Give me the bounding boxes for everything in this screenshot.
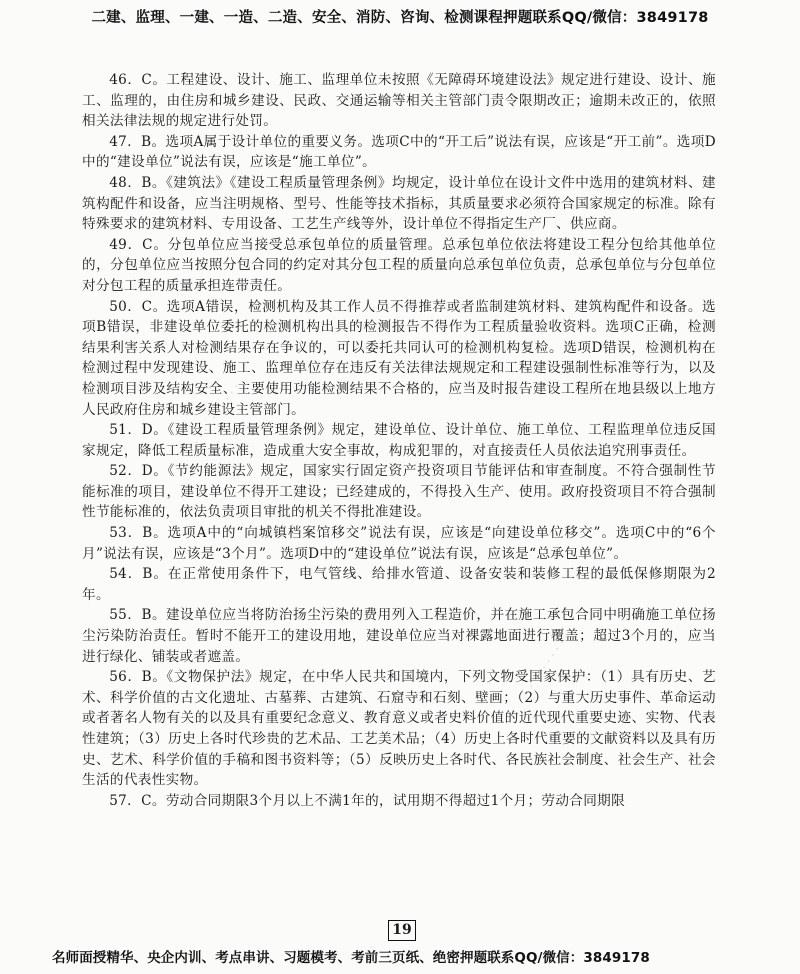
answer-53: 53．B。选项A中的“向城镇档案馆移交”说法有误，应该是“向建设单位移交”。选项C中的“6个月”说法有误，应该是“3个月”。选项D中的“建设单位”说法有误，应该是“总承包单位”。 bbox=[82, 525, 716, 562]
watermark-stamp: · · · · · · · · · · bbox=[520, 630, 574, 699]
answer-56: 56．B。《文物保护法》规定，在中华人民共和国境内，下列文物受国家保护：（1）具有历史、艺术、科学价值的古文化遗址、古墓葬、古建筑、石窟寺和石刻、壁画；（2）与重大历史事件、革命运动或者著名人物有关的以及具有重要纪念意义、教育意义或者史料价值的近代现代重要史迹、实物、代表性建筑；（3）历史上各时代珍贵的艺术品、工艺美术品；（4）历史上各时代重要的文献资料以及具有历史、艺术、科学价值的手稿和图书资料等；（5）反映历史上各时代、各民族社会制度、社会生产、社会生活的代表性实物。 bbox=[82, 669, 716, 789]
answer-46: 46．C。工程建设、设计、施工、监理单位未按照《无障碍环境建设法》规定进行建设、设计、施工、监理的，由住房和城乡建设、民政、交通运输等相关主管部门责令限期改正；逾期未改正的，依照相关法律法规的规定进行处罚。 bbox=[82, 72, 716, 130]
answer-50: 50．C。选项A错误，检测机构及其工作人员不得推荐或者监制建筑材料、建筑构配件和设备。选项B错误，非建设单位委托的检测机构出具的检测报告不得作为工程质量验收资料。选项C正确，检测结果利害关系人对检测结果存在争议的，可以委托共同认可的检测机构复检。选项D错误，检测机构在检测过程中发现建设、施工、监理单位存在违反有关法律法规规定和工程建设强制性标准等行为，以及检测项目涉及结构安全、主要使用功能检测结果不合格的，应当及时报告建设工程所在地县级以上地方人民政府住房和城乡建设主管部门。 bbox=[82, 298, 716, 418]
answer-explanations bbox=[82, 70, 716, 811]
watermark-stamp: · · · · · · · · · · bbox=[190, 380, 244, 449]
footer-banner: 名师面授精华、央企内训、考点串讲、习题模考、考前三页纸、绝密押题联系QQ/微信：3849178 bbox=[52, 950, 650, 966]
answer-55: 55．B。建设单位应当将防治扬尘污染的费用列入工程造价，并在施工承包合同中明确施工单位扬尘污染防治责任。暂时不能开工的建设用地，建设单位应当对裸露地面进行覆盖；超过3个月的，应当进行绿化、铺装或者遮盖。 bbox=[82, 607, 716, 665]
answer-48: 48．B。《建筑法》《建设工程质量管理条例》均规定，设计单位在设计文件中选用的建筑材料、建筑构配件和设备，应当注明规格、型号、性能等技术指标，其质量要求必须符合国家规定的标准。除有特殊要求的建筑材料、专用设备、工艺生产线等外，设计单位不得指定生产厂、供应商。 bbox=[82, 174, 716, 233]
page-number: 19 bbox=[388, 920, 416, 941]
answer-54: 54．B。在正常使用条件下，电气管线、给排水管道、设备安装和装修工程的最低保修期限为2年。 bbox=[82, 566, 716, 603]
answer-47: 47．B。选项A属于设计单位的重要义务。选项C中的“开工后”说法有误，应该是“开工前”。选项D中的“建设单位”说法有误，应该是“施工单位”。 bbox=[82, 133, 716, 171]
answer-49: 49．C。分包单位应当接受总承包单位的质量管理。总承包单位依法将建设工程分包给其他单位的，分包单位应当按照分包合同的约定对其分包工程的质量向总承包单位负责，总承包单位与分包单位对分包工程的质量承担连带责任。 bbox=[82, 236, 716, 294]
header-banner: 二建、监理、一建、一造、二造、安全、消防、咨询、检测课程押题联系QQ/微信：3849178 bbox=[91, 10, 709, 26]
answer-57: 57．C。劳动合同期限3个月以上不满1年的，试用期不得超过1个月；劳动合同期限 bbox=[109, 792, 626, 809]
answer-51: 51．D。《建设工程质量管理条例》规定，建设单位、设计单位、施工单位、工程监理单位违反国家规定，降低工程质量标准，造成重大安全事故，构成犯罪的，对直接责任人员依法追究刑事责任。 bbox=[82, 422, 716, 459]
answer-52: 52．D。《节约能源法》规定，国家实行固定资产投资项目节能评估和审查制度。不符合强制性节能标准的项目，建设单位不得开工建设；已经建成的，不得投入生产、使用。政府投资项目不符合强制性节能标准的，依法负责项目审批的机关不得批准建设。 bbox=[82, 463, 716, 521]
